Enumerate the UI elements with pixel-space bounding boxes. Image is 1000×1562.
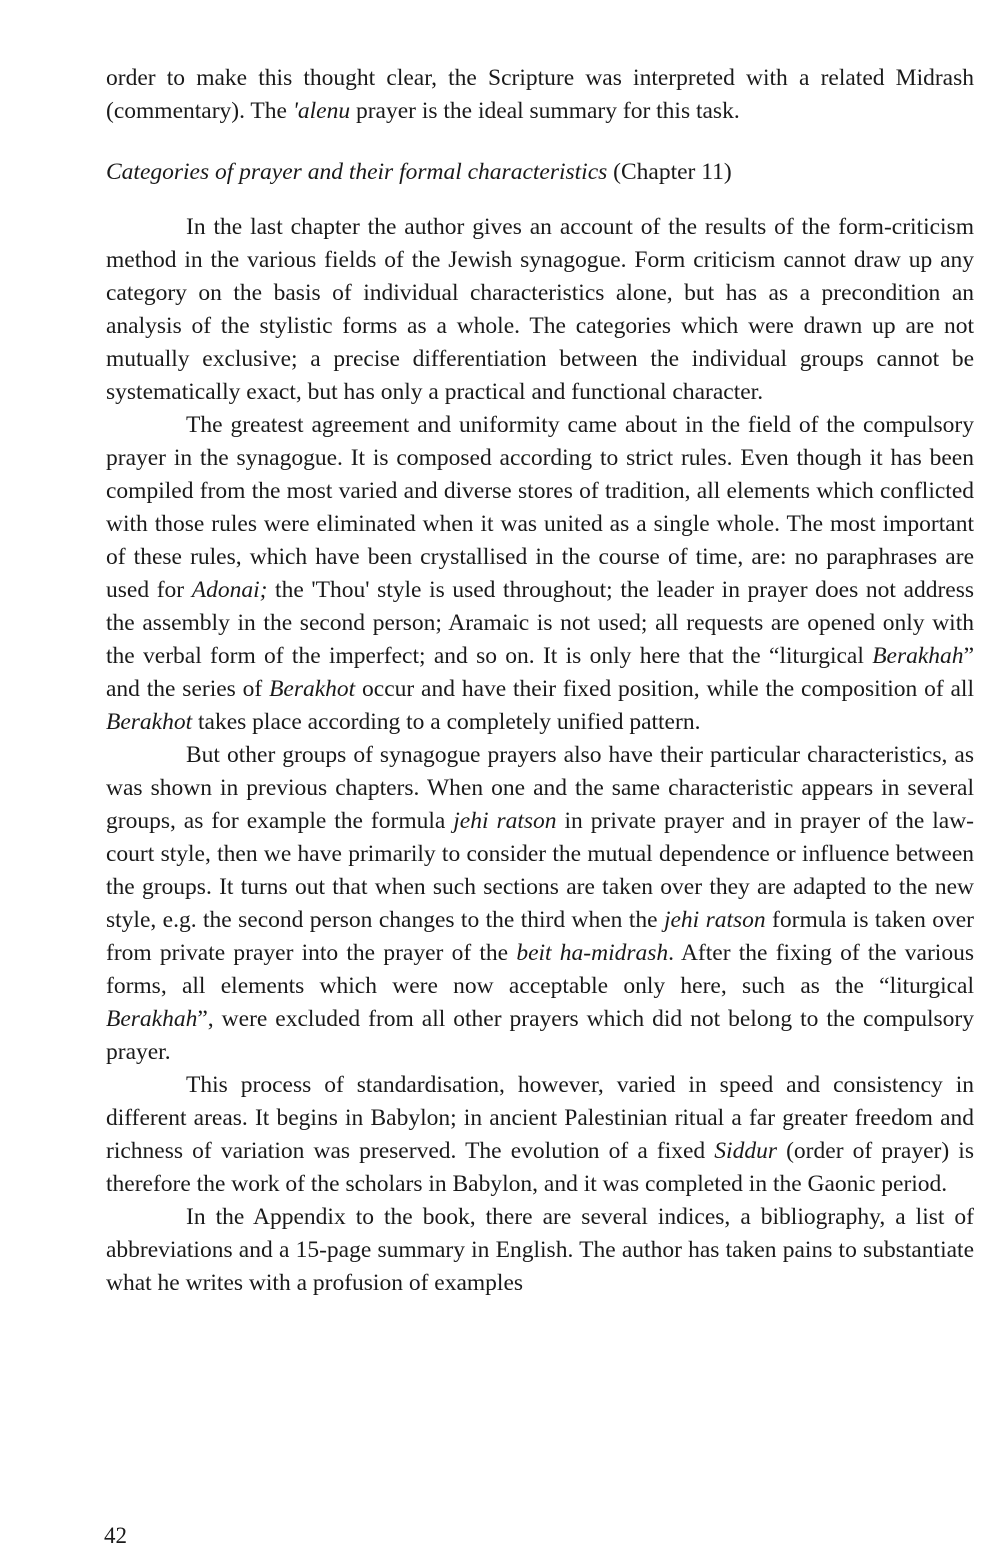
- text-column: [106, 62, 974, 1300]
- intro-paragraph: order to make this thought clear, the Scripture was interpreted with a related Midrash (commentary). The 'alenu prayer is the ideal summary for this task.: [106, 65, 974, 124]
- paragraph-compulsory-prayer: The greatest agreement and uniformity came about in the field of the compulsory prayer in the synagogue. It is composed according to strict rules. Even though it has been compiled from the most varied and diverse stores of tradition, all elements which conflicted with those rules were eliminated when it was united as a single whole. The most important of these rules, which have been crystallised in the course of time, are: no paraphrases are used for Adonai; the 'Thou' style is used throughout; the leader in prayer does not address the assembly in the second person; Aramaic is not used; all requests are opened only with the verbal form of the imperfect; and so on. It is only here that the “liturgical Berakhah” and the series of Berakhot occur and have their fixed position, while the composition of all Berakhot takes place according to a completely unified pattern.: [106, 412, 974, 735]
- section-heading-title: Categories of prayer and their formal characteristics: [106, 159, 608, 185]
- paragraph-standardisation: This process of standardisation, however, varied in speed and consistency in different areas. It begins in Babylon; in ancient Palestinian ritual a far greater freedom and richness of variation was preserved. The evolution of a fixed Siddur (order of prayer) is therefore the work of the scholars in Babylon, and it was completed in the Gaonic period.: [106, 1072, 974, 1197]
- section-heading: [106, 156, 974, 189]
- paragraph-other-groups: But other groups of synagogue prayers also have their particular characteristics, as was shown in previous chapters. When one and the same characteristic appears in several groups, as for example the formula jehi ratson in private prayer and in prayer of the law-court style, then we have primarily to consider the mutual dependence or influence between the groups. It turns out that when such sections are taken over they are adapted to the new style, e.g. the second person changes to the third when the jehi ratson formula is taken over from private prayer into the prayer of the beit ha-midrash. After the fixing of the various forms, all elements which were now acceptable only here, such as the “liturgical Berakhah”, were excluded from all other prayers which did not belong to the compulsory prayer.: [106, 742, 974, 1065]
- alenu-term: 'alenu: [292, 98, 351, 124]
- paragraph-appendix: In the Appendix to the book, there are several indices, a bibliography, a list of abbreviations and a 15-page summary in English. The author has taken pains to substantiate what he writes with a profusion of examples: [106, 1204, 974, 1296]
- page-number: 42: [104, 1523, 127, 1548]
- section-heading-chapter: (Chapter 11): [607, 159, 732, 185]
- paragraph-form-criticism: In the last chapter the author gives an account of the results of the form-criticism method in the various fields of the Jewish synagogue. Form criticism cannot draw up any category on the basis of individual characteristics alone, but has as a precondition an analysis of the stylistic forms as a whole. The categories which were drawn up are not mutually exclusive; a precise differentiation between the individual groups cannot be systematically exact, but has only a practical and functional character.: [106, 214, 974, 405]
